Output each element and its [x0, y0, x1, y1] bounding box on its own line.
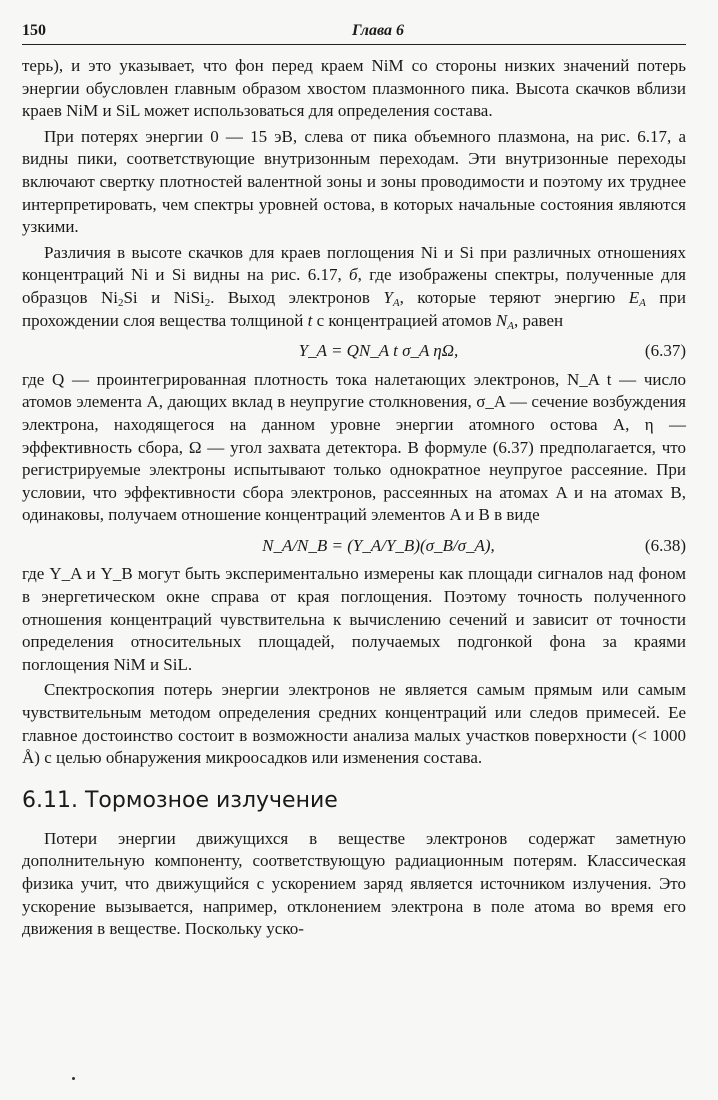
section-title: Тормозное излучение — [84, 787, 338, 813]
equation-body: N_A/N_B = (Y_A/Y_B)(σ_B/σ_A), — [262, 535, 495, 555]
paragraph-7: Потери энергии движущихся в веществе электронов содержат заметную дополнительную компоненту, соответствующую радиационным потерям. Классическая физика учит, что движущийся с ускорением заряд является источником излучения. Это ускорение вызывается, например, отклонением электрона в поле атома во время его движения в веществе. Поскольку уско- — [22, 828, 686, 939]
paragraph-1: терь), и это указывает, что фон перед краем NiM со стороны низких значений потерь энергии обусловлен главным образом хвостом плазмонного пика. Высота скачков вблизи краев NiM и SiL может использоваться для определения состава. — [22, 56, 686, 121]
equation-6-37 — [22, 340, 686, 363]
equation-body: Y_A = QN_A t σ_A ηΩ, — [298, 341, 459, 361]
book-page — [22, 22, 686, 941]
body-text — [22, 55, 686, 770]
equation-6-38 — [22, 535, 686, 558]
paragraph-2: При потерях энергии 0 — 15 эВ, слева от пика объемного плазмона, на рис. 6.17, а видны пики, соответствующие внутризонным переходам. Эти внутризонные переходы включают свертку плотностей валентной зоны и зоны проводимости и поэтому их труднее интерпретировать, чем спектры уровней остова, в которых начальные состояния являются узкими. — [22, 126, 686, 237]
paragraph-4: где Q — проинтегрированная плотность тока налетающих электронов, N_A t — число атомов элемента A, дающих вклад в неупругие столкновения, σ_A — сечение возбуждения электрона, находящегося на данном уровне энергии атомного остова A, η — эффективность сбора, Ω — угол захвата детектора. В формуле (6.37) предполагается, что регистрируемые электроны испытывают только однократное неупругое рассеяние. При условии, что эффективности сбора электронов, рассеянных на атомах A и на атомах B, одинаковы, получаем отношение концентраций элементов A и B в виде — [22, 369, 686, 525]
running-head — [22, 22, 686, 45]
page-number: 150 — [22, 22, 46, 39]
section-number: 6.11. — [22, 787, 78, 813]
paragraph-6: Спектроскопия потерь энергии электронов не является самым прямым или самым чувствительным методом определения средних концентраций или следов примесей. Ее главное достоинство состоит в возможности анализа малых участков поверхности (< 1000 Å) с целью обнаружения микроосадков или изменения состава. — [22, 680, 686, 768]
section-heading — [22, 788, 686, 814]
body-text-2 — [22, 828, 686, 941]
equation-number: (6.37) — [644, 341, 686, 361]
page-speck — [72, 1077, 75, 1080]
equation-number: (6.38) — [644, 535, 686, 555]
paragraph-3: Различия в высоте скачков для краев поглощения Ni и Si при различных отношениях концентраций Ni и Si видны на рис. 6.17, б, где изображены спектры, полученные для образцов $Ni_2Si$ и NiSi$_2$. Выход электронов $Y_A$, которые теряют энергию $E_A$ при прохождении слоя вещества толщиной t с концентрацией атомов $N_A$, равен — [22, 242, 687, 332]
paragraph-5: где Y_A и Y_B могут быть экспериментально измерены как площади сигналов над фоном в энергетическом окне справа от края поглощения. Поэтому точность полученного отношения концентраций чувствительна к вычислению сечений и зависит от точности определения относительных площадей, получаемых подгонкой фона за краями поглощения NiM и SiL. — [22, 564, 686, 674]
chapter-title: Глава 6 — [351, 22, 404, 39]
